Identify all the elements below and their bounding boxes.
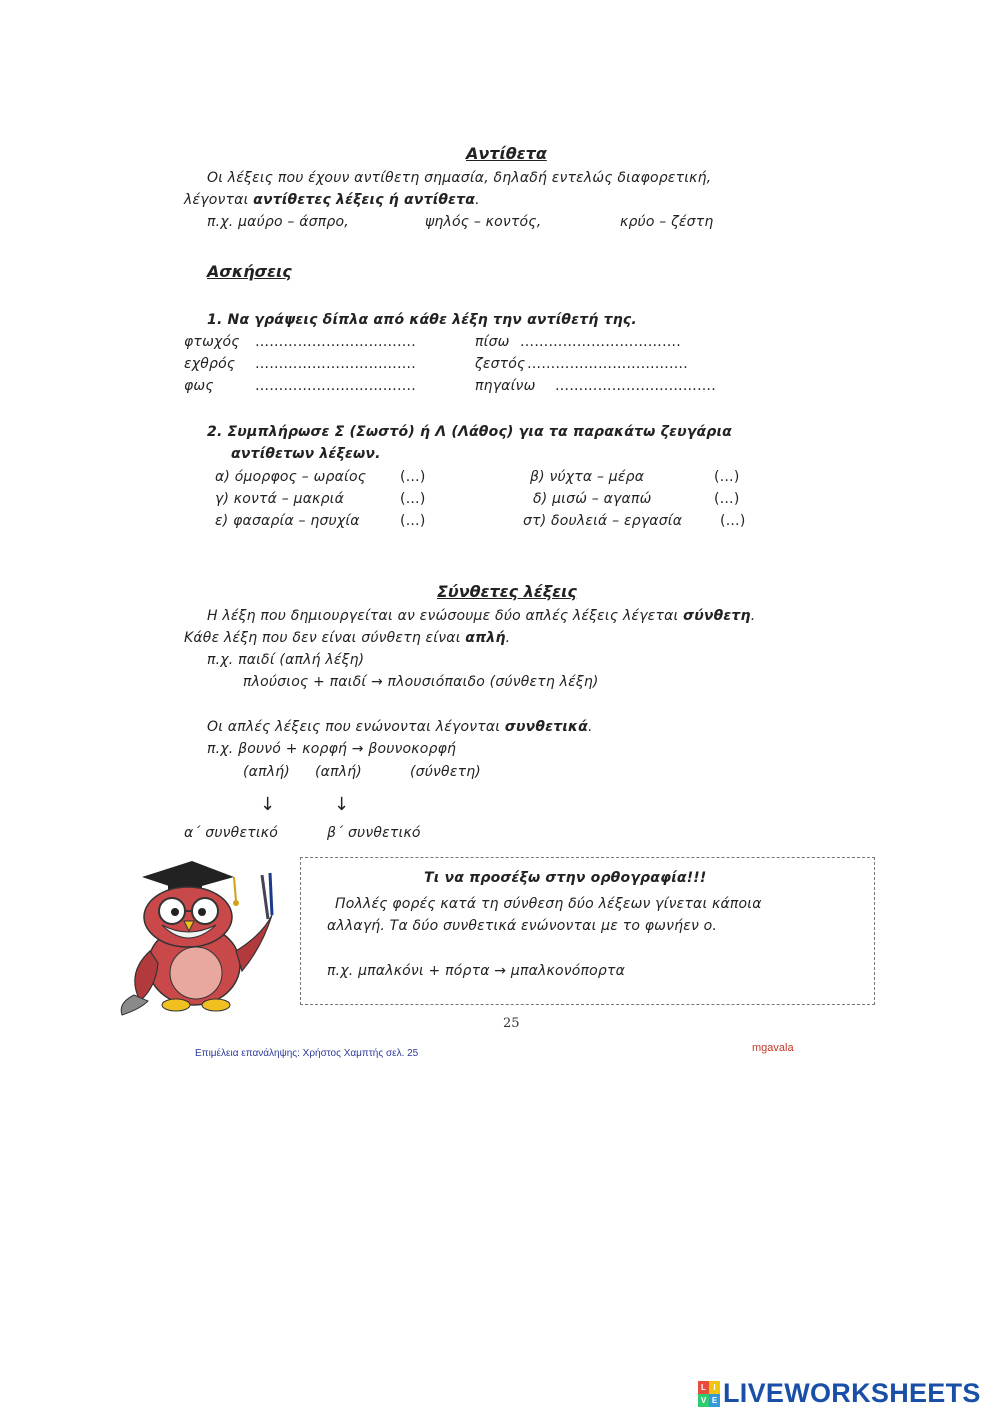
liveworksheets-logo-icon [698,1381,720,1407]
intro-period: . [475,192,480,208]
exercise2-instruction-line2: αντίθετων λέξεων. [231,446,381,462]
compound-line1 [207,608,755,624]
exercise2-blank-2[interactable]: (…) [714,469,740,485]
exercise2-instruction-line1: 2. Συμπλήρωσε Σ (Σωστό) ή Λ (Λάθος) για τα παρακάτω ζευγάρια [207,424,732,440]
antitheta-example-2: ψηλός – κοντός, [425,214,542,230]
exercise1-word-3: εχθρός [184,356,236,372]
exercise1-word-4: ζεστός [475,356,526,372]
exercise1-word-1: φτωχός [184,334,240,350]
logo-letter-i: I [709,1381,720,1394]
exercise1-word-5: φως [184,378,214,394]
intro-bold-term: αντίθετες λέξεις ή αντίθετα [253,192,476,208]
tip-example: π.χ. μπαλκόνι + πόρτα → μπαλκονόπορτα [327,963,626,979]
exercise2-pair-4: δ) μισώ – αγαπώ [533,491,652,507]
label-simple-2: (απλή) [315,764,362,780]
exercise1-answer-1[interactable]: ……………………………. [255,334,416,350]
owl-teacher-illustration [112,855,297,1020]
antitheta-intro-line1: Οι λέξεις που έχουν αντίθετη σημασία, δηλαδή εντελώς διαφορετική, [207,170,712,186]
label-simple-1: (απλή) [243,764,290,780]
second-component-label: β΄ συνθετικό [327,825,421,841]
page-number: 25 [503,1016,520,1031]
logo-letter-l: L [698,1381,709,1394]
exercise1-word-2: πίσω [475,334,510,350]
simple-term: απλή [465,630,506,646]
compound-line3-period: . [587,719,593,735]
liveworksheets-logo-text: LIVEWORKSHEETS [723,1378,981,1408]
antitheta-title: Αντίθετα [466,144,547,163]
exercise2-blank-4[interactable]: (…) [714,491,740,507]
exercise2-blank-1[interactable]: (…) [400,469,426,485]
antitheta-example-3: κρύο – ζέστη [620,214,714,230]
exercise2-blank-5[interactable]: (…) [400,513,426,529]
compound-line2-period: . [505,630,511,646]
compound-term: σύνθετη [683,608,751,624]
tip-text-line1: Πολλές φορές κατά τη σύνθεση δύο λέξεων γίνεται κάποια [335,896,762,912]
exercise2-blank-6[interactable]: (…) [720,513,746,529]
down-arrow-icon: ↓ [334,794,350,815]
exercises-title: Ασκήσεις [207,262,292,281]
author-label: mgavala [752,1042,794,1054]
exercise2-pair-5: ε) φασαρία – ησυχία [215,513,360,529]
compound-line3-text: Οι απλές λέξεις που ενώνονται λέγονται [207,719,505,735]
compound-line2 [184,630,510,646]
antitheta-intro-line2 [184,192,480,208]
down-arrow-icon: ↓ [260,794,276,815]
logo-letter-e: E [709,1394,720,1407]
liveworksheets-logo [698,1378,981,1409]
exercise1-answer-2[interactable]: ……………………………. [520,334,681,350]
first-component-label: α΄ συνθετικό [184,825,278,841]
exercise1-answer-6[interactable]: ……………………………. [555,378,716,394]
logo-letter-v: V [698,1394,709,1407]
compound-line2-text: Κάθε λέξη που δεν είναι σύνθετη είναι [184,630,466,646]
exercise2-pair-1: α) όμορφος – ωραίος [215,469,367,485]
exercise1-instruction: 1. Να γράψεις δίπλα από κάθε λέξη την αντίθετή της. [207,312,637,328]
exercise1-answer-5[interactable]: ……………………………. [255,378,416,394]
tip-title: Τι να προσέξω στην ορθογραφία!!! [424,870,707,886]
exercise2-pair-6: στ) δουλειά – εργασία [523,513,683,529]
compound-example-1: π.χ. παιδί (απλή λέξη) [207,652,365,668]
exercise2-pair-3: γ) κοντά – μακριά [215,491,345,507]
components-term: συνθετικά [504,719,588,735]
exercise2-blank-3[interactable]: (…) [400,491,426,507]
compound-line3 [207,719,593,735]
intro-text: λέγονται [184,192,254,208]
compound-line1-text: Η λέξη που δημιουργείται αν ενώσουμε δύο απλές λέξεις λέγεται [207,608,684,624]
label-compound: (σύνθετη) [410,764,481,780]
exercise1-word-6: πηγαίνω [475,378,536,394]
compound-title: Σύνθετες λέξεις [437,582,577,601]
exercise1-answer-4[interactable]: ……………………………. [527,356,688,372]
compound-line1-period: . [750,608,756,624]
exercise2-pair-2: β) νύχτα – μέρα [530,469,645,485]
exercise1-answer-3[interactable]: ……………………………. [255,356,416,372]
tip-text-line2: αλλαγή. Τα δύο συνθετικά ενώνονται με το φωνήεν ο. [327,918,718,934]
compound-example-2: πλούσιος + παιδί → πλουσιόπαιδο (σύνθετη λέξη) [243,674,599,690]
compound-example-3: π.χ. βουνό + κορφή → βουνοκορφή [207,741,457,757]
credit-line: Επιμέλεια επανάληψης: Χρήστος Χαμπτής σελ. 25 [195,1048,419,1059]
antitheta-example-1: π.χ. μαύρο – άσπρο, [207,214,349,230]
